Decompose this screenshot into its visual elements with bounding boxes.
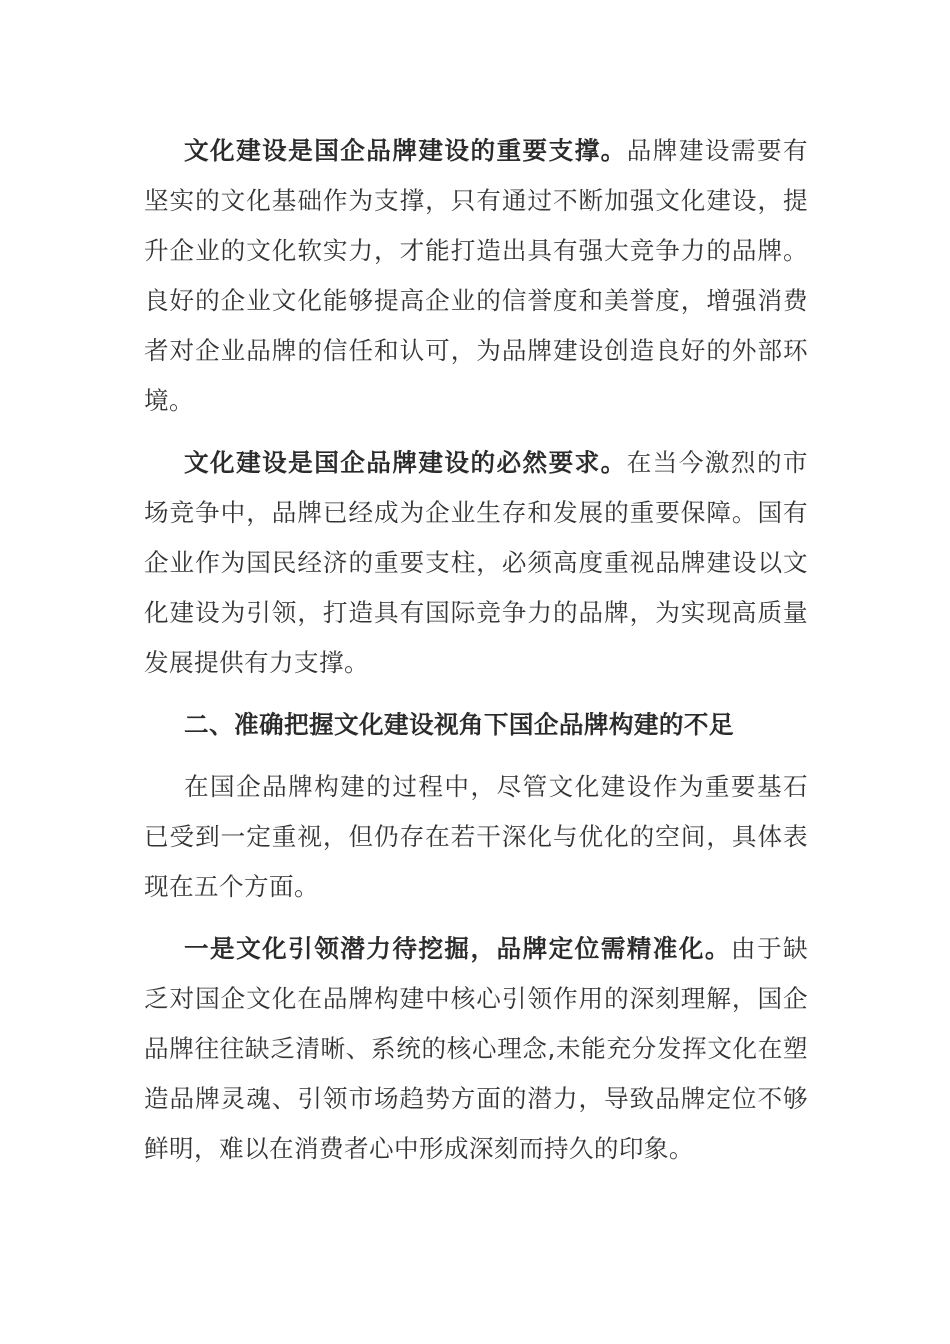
section-heading-text: 二、准确把握文化建设视角下国企品牌构建的不足 xyxy=(184,710,734,739)
paragraph-lead: 一是文化引领潜力待挖掘，品牌定位需精准化。 xyxy=(184,934,731,963)
paragraph-culture-requirement xyxy=(144,438,808,688)
paragraph-lead: 文化建设是国企品牌建设的必然要求。 xyxy=(184,448,627,477)
paragraph-culture-support xyxy=(144,126,808,426)
paragraph-body: 品牌建设需要有坚实的文化基础作为支撑，只有通过不断加强文化建设，提升企业的文化软实力，才能打造出具有强大竞争力的品牌。良好的企业文化能够提高企业的信誉度和美誉度，增强消费者对企业品牌的信任和认可，为品牌建设创造良好的外部环境。 xyxy=(144,136,808,415)
paragraph-body: 在国企品牌构建的过程中，尽管文化建设作为重要基石已受到一定重视，但仍存在若干深化与优化的空间，具体表现在五个方面。 xyxy=(144,772,808,901)
section-heading xyxy=(144,700,808,750)
paragraph-body: 由于缺乏对国企文化在品牌构建中核心引领作用的深刻理解，国企品牌往往缺乏清晰、系统的核心理念,未能充分发挥文化在塑造品牌灵魂、引领市场趋势方面的潜力，导致品牌定位不够鲜明，难以在消费者心中形成深刻而持久的印象。 xyxy=(144,934,809,1163)
paragraph-body: 在当今激烈的市场竞争中，品牌已经成为企业生存和发展的重要保障。国有企业作为国民经济的重要支柱，必须高度重视品牌建设以文化建设为引领，打造具有国际竞争力的品牌，为实现高质量发展提供有力支撑。 xyxy=(144,448,808,677)
document-page xyxy=(144,126,808,1186)
paragraph-section-intro xyxy=(144,762,808,912)
paragraph-lead: 文化建设是国企品牌建设的重要支撑。 xyxy=(184,136,627,165)
paragraph-point-one xyxy=(144,924,808,1174)
